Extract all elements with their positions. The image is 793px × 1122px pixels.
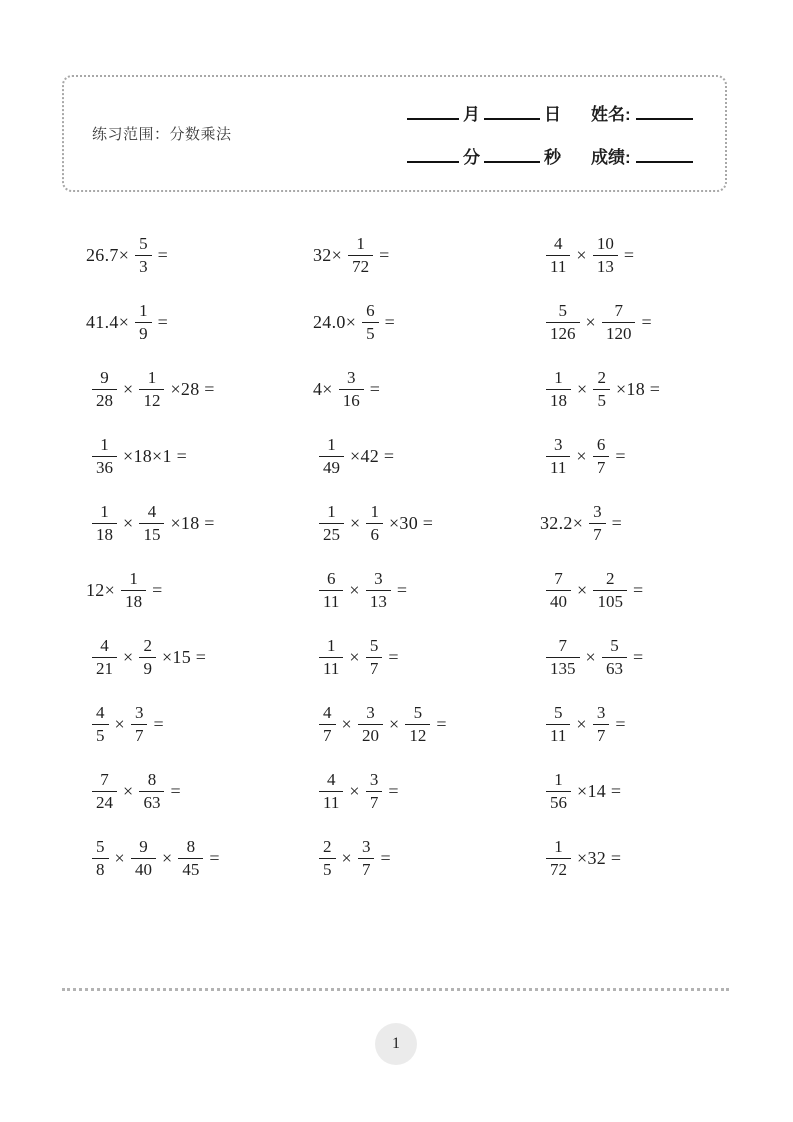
- math-text: =: [209, 848, 220, 868]
- fraction: [319, 636, 343, 679]
- fraction: [319, 502, 344, 545]
- fraction: [135, 234, 152, 277]
- fraction: [593, 234, 618, 277]
- denominator: 5: [323, 860, 332, 879]
- math-text: ×: [161, 848, 173, 868]
- numerator: 6: [362, 301, 379, 323]
- problem: [540, 624, 767, 691]
- math-text: ×: [114, 714, 125, 734]
- math-text: =: [623, 245, 635, 265]
- fraction: [139, 368, 164, 411]
- fraction: [358, 703, 383, 746]
- fraction: [319, 569, 343, 612]
- math-text: 41.4×: [86, 312, 130, 332]
- fraction: [546, 301, 580, 344]
- fraction: [405, 703, 430, 746]
- fraction: [131, 837, 156, 880]
- fraction: [546, 703, 570, 746]
- denominator: 6: [370, 525, 379, 544]
- math-text: ×: [341, 714, 352, 734]
- numerator: 3: [358, 837, 375, 859]
- numerator: 5: [366, 636, 383, 658]
- numerator: 5: [135, 234, 152, 256]
- name-label: 姓名:: [591, 104, 631, 124]
- denominator: 5: [597, 391, 606, 410]
- fraction: [366, 770, 383, 813]
- math-text: =: [388, 781, 399, 801]
- numerator: 5: [405, 703, 430, 725]
- numerator: 3: [366, 770, 383, 792]
- numerator: 3: [546, 435, 570, 457]
- math-text: ×18×1 =: [123, 446, 188, 466]
- numerator: 8: [139, 770, 164, 792]
- problem: [86, 557, 313, 624]
- score-label: 成绩:: [591, 147, 631, 167]
- math-text: ×: [350, 513, 361, 533]
- math-text: =: [641, 312, 652, 332]
- denominator: 13: [596, 257, 614, 276]
- denominator: 49: [323, 458, 340, 477]
- month-blank: [407, 104, 459, 120]
- denominator: 11: [323, 793, 340, 812]
- numerator: 4: [92, 636, 117, 658]
- denominator: 13: [369, 592, 387, 611]
- page-number-badge: [375, 1023, 417, 1065]
- math-text: ×: [388, 714, 400, 734]
- second-blank: [484, 147, 540, 163]
- day-label: 日: [544, 104, 561, 124]
- numerator: 1: [348, 234, 373, 256]
- math-text: ×: [123, 647, 134, 667]
- fraction: [92, 703, 109, 746]
- fraction: [319, 770, 343, 813]
- math-text: =: [615, 714, 626, 734]
- denominator: 18: [125, 592, 143, 611]
- day-blank: [484, 104, 540, 120]
- numerator: 2: [593, 368, 610, 390]
- denominator: 36: [96, 458, 113, 477]
- fraction: [366, 636, 383, 679]
- denominator: 11: [550, 726, 567, 745]
- numerator: 4: [546, 234, 570, 256]
- numerator: 7: [546, 636, 580, 658]
- denominator: 18: [550, 391, 567, 410]
- fraction: [546, 837, 571, 880]
- problem: [86, 356, 313, 423]
- math-text: 32×: [313, 245, 343, 265]
- problem: [313, 222, 540, 289]
- numerator: 3: [366, 569, 391, 591]
- numerator: 1: [546, 837, 571, 859]
- numerator: 8: [178, 837, 203, 859]
- fraction: [546, 569, 571, 612]
- denominator: 16: [342, 391, 360, 410]
- minute-blank: [407, 147, 459, 163]
- denominator: 63: [605, 659, 623, 678]
- denominator: 40: [550, 592, 567, 611]
- problem: [313, 356, 540, 423]
- denominator: 11: [550, 458, 567, 477]
- fraction: [319, 703, 336, 746]
- numerator: 1: [546, 368, 571, 390]
- denominator: 8: [96, 860, 105, 879]
- problem: [540, 356, 767, 423]
- fraction: [366, 502, 383, 545]
- date-name-row: [407, 100, 725, 125]
- denominator: 12: [409, 726, 427, 745]
- denominator: 15: [143, 525, 161, 544]
- fraction: [139, 502, 164, 545]
- numerator: 5: [546, 703, 570, 725]
- math-text: ×: [349, 781, 360, 801]
- numerator: 1: [135, 301, 152, 323]
- math-text: =: [615, 446, 626, 466]
- fraction: [546, 234, 570, 277]
- numerator: 7: [602, 301, 636, 323]
- numerator: 6: [319, 569, 343, 591]
- math-text: =: [153, 714, 164, 734]
- fraction: [602, 636, 627, 679]
- numerator: 2: [139, 636, 156, 658]
- problem: [86, 758, 313, 825]
- denominator: 12: [143, 391, 161, 410]
- math-text: =: [380, 848, 391, 868]
- denominator: 120: [605, 324, 632, 343]
- problem: [540, 423, 767, 490]
- practice-scope-label: 练习范围：分数乘法: [92, 126, 232, 143]
- fraction: [593, 703, 610, 746]
- fraction: [319, 435, 344, 478]
- fraction: [92, 837, 109, 880]
- denominator: 25: [323, 525, 340, 544]
- minute-label: 分: [463, 147, 480, 167]
- denominator: 9: [139, 324, 148, 343]
- denominator: 11: [323, 659, 340, 678]
- header-box: [62, 75, 727, 192]
- problem: [86, 289, 313, 356]
- math-text: ×: [577, 379, 588, 399]
- math-text: =: [384, 312, 396, 332]
- problem: [540, 490, 767, 557]
- math-text: ×30 =: [388, 513, 434, 533]
- numerator: 10: [593, 234, 618, 256]
- math-text: =: [369, 379, 381, 399]
- numerator: 3: [593, 703, 610, 725]
- denominator: 28: [96, 391, 113, 410]
- math-text: ×: [341, 848, 352, 868]
- fraction: [135, 301, 152, 344]
- numerator: 9: [92, 368, 117, 390]
- problem: [540, 222, 767, 289]
- fraction: [589, 502, 606, 545]
- denominator: 135: [550, 659, 576, 678]
- fraction: [92, 435, 117, 478]
- numerator: 4: [139, 502, 164, 524]
- fraction: [121, 569, 146, 612]
- numerator: 7: [92, 770, 117, 792]
- time-score-row: [407, 143, 725, 168]
- math-text: 4×: [313, 379, 333, 399]
- math-text: ×18 =: [170, 513, 215, 533]
- math-text: ×: [123, 513, 134, 533]
- fraction: [362, 301, 379, 344]
- problem: [540, 691, 767, 758]
- numerator: 3: [358, 703, 383, 725]
- denominator: 7: [593, 525, 602, 544]
- problem: [313, 557, 540, 624]
- math-text: ×: [585, 647, 596, 667]
- math-text: ×: [576, 245, 587, 265]
- fraction: [139, 770, 164, 813]
- numerator: 1: [319, 502, 344, 524]
- numerator: 1: [121, 569, 146, 591]
- denominator: 11: [550, 257, 567, 276]
- fraction: [593, 435, 610, 478]
- denominator: 7: [596, 458, 606, 477]
- denominator: 7: [369, 659, 379, 678]
- denominator: 7: [361, 860, 371, 879]
- math-text: =: [632, 580, 644, 600]
- problem: [86, 691, 313, 758]
- numerator: 3: [589, 502, 606, 524]
- math-text: ×: [123, 781, 134, 801]
- numerator: 4: [92, 703, 109, 725]
- math-text: ×14 =: [577, 781, 622, 801]
- math-text: ×: [585, 312, 596, 332]
- math-text: =: [157, 245, 169, 265]
- math-text: ×: [576, 446, 587, 466]
- denominator: 5: [366, 324, 375, 343]
- problem: [540, 825, 767, 892]
- problem: [86, 825, 313, 892]
- math-text: ×: [577, 580, 588, 600]
- fraction: [358, 837, 375, 880]
- second-label: 秒: [544, 147, 561, 167]
- numerator: 1: [92, 502, 117, 524]
- numerator: 5: [92, 837, 109, 859]
- math-text: =: [388, 647, 399, 667]
- problem: [313, 423, 540, 490]
- math-text: ×: [114, 848, 125, 868]
- math-text: ×: [576, 714, 587, 734]
- problem: [540, 289, 767, 356]
- numerator: 7: [546, 569, 571, 591]
- numerator: 4: [319, 770, 343, 792]
- problems-grid: [86, 222, 767, 892]
- denominator: 40: [134, 860, 152, 879]
- fraction: [178, 837, 203, 880]
- fraction: [366, 569, 391, 612]
- denominator: 24: [96, 793, 113, 812]
- math-text: ×28 =: [170, 379, 215, 399]
- math-text: ×18 =: [615, 379, 661, 399]
- math-text: =: [170, 781, 181, 801]
- fraction: [92, 502, 117, 545]
- math-text: 26.7×: [86, 245, 130, 265]
- denominator: 126: [550, 324, 576, 343]
- score-blank: [636, 147, 693, 163]
- math-text: 32.2×: [540, 513, 584, 533]
- numerator: 1: [139, 368, 164, 390]
- problem: [86, 490, 313, 557]
- denominator: 18: [96, 525, 113, 544]
- denominator: 56: [550, 793, 567, 812]
- problem: [313, 624, 540, 691]
- fraction: [139, 636, 156, 679]
- denominator: 63: [143, 793, 161, 812]
- denominator: 72: [352, 257, 370, 276]
- fraction: [92, 636, 117, 679]
- denominator: 3: [139, 257, 148, 276]
- numerator: 1: [546, 770, 571, 792]
- numerator: 1: [319, 636, 343, 658]
- math-text: =: [632, 647, 644, 667]
- problem: [313, 758, 540, 825]
- problem: [313, 490, 540, 557]
- numerator: 2: [593, 569, 627, 591]
- math-text: ×: [123, 379, 134, 399]
- problem: [313, 825, 540, 892]
- fraction: [348, 234, 373, 277]
- denominator: 7: [323, 726, 332, 745]
- fraction: [602, 301, 636, 344]
- denominator: 105: [597, 592, 623, 611]
- problem: [540, 758, 767, 825]
- numerator: 5: [546, 301, 580, 323]
- numerator: 1: [319, 435, 344, 457]
- math-text: =: [379, 245, 390, 265]
- denominator: 9: [143, 659, 152, 678]
- denominator: 20: [361, 726, 379, 745]
- problem: [86, 624, 313, 691]
- fraction: [593, 569, 627, 612]
- header-fields: [407, 77, 725, 190]
- denominator: 7: [596, 726, 606, 745]
- numerator: 6: [593, 435, 610, 457]
- denominator: 21: [96, 659, 113, 678]
- month-label: 月: [463, 104, 480, 124]
- denominator: 45: [182, 860, 200, 879]
- fraction: [546, 435, 570, 478]
- math-text: =: [611, 513, 623, 533]
- problem: [540, 557, 767, 624]
- denominator: 7: [369, 793, 379, 812]
- fraction: [546, 636, 580, 679]
- fraction: [339, 368, 364, 411]
- math-text: ×42 =: [350, 446, 395, 466]
- denominator: 7: [134, 726, 144, 745]
- problem: [86, 222, 313, 289]
- math-text: ×15 =: [161, 647, 207, 667]
- name-blank: [636, 104, 693, 120]
- fraction: [319, 837, 336, 880]
- numerator: 5: [602, 636, 627, 658]
- fraction: [546, 368, 571, 411]
- math-text: 12×: [86, 580, 116, 600]
- problem: [313, 691, 540, 758]
- footer-divider: [62, 988, 729, 991]
- numerator: 4: [319, 703, 336, 725]
- denominator: 72: [550, 860, 567, 879]
- denominator: 5: [96, 726, 105, 745]
- numerator: 2: [319, 837, 336, 859]
- page-number: 1: [392, 1035, 400, 1052]
- denominator: 11: [323, 592, 340, 611]
- numerator: 3: [339, 368, 364, 390]
- fraction: [131, 703, 148, 746]
- numerator: 3: [131, 703, 148, 725]
- math-text: =: [436, 714, 447, 734]
- math-text: =: [157, 312, 169, 332]
- fraction: [593, 368, 610, 411]
- fraction: [92, 770, 117, 813]
- fraction: [546, 770, 571, 813]
- numerator: 1: [92, 435, 117, 457]
- fraction: [92, 368, 117, 411]
- numerator: 1: [366, 502, 383, 524]
- problem: [313, 289, 540, 356]
- math-text: 24.0×: [313, 312, 357, 332]
- math-text: ×: [349, 580, 360, 600]
- math-text: =: [152, 580, 163, 600]
- numerator: 9: [131, 837, 156, 859]
- math-text: ×: [349, 647, 360, 667]
- math-text: ×32 =: [577, 848, 622, 868]
- problem: [86, 423, 313, 490]
- math-text: =: [396, 580, 408, 600]
